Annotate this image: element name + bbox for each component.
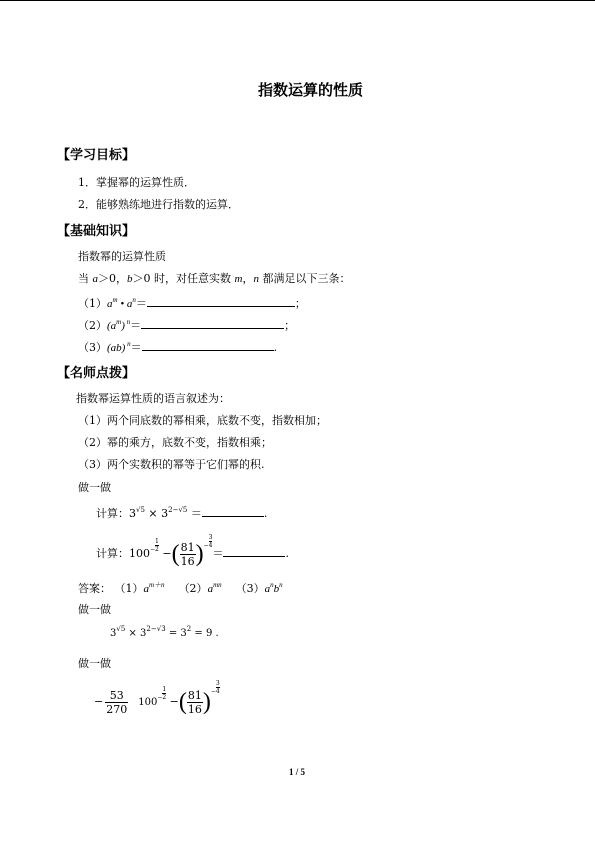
- rule-1-blank[interactable]: [147, 295, 295, 307]
- practice-label-1: 做一做: [78, 481, 111, 494]
- tips-intro: 指数幂运算性质的语言叙述为：: [76, 392, 230, 405]
- calc-1-blank[interactable]: [202, 505, 264, 517]
- solution-1: $3^{√5} \times 3^{2-√3} = 3^2 = 9$ .: [110, 625, 219, 639]
- page-number: 1 / 5: [289, 767, 306, 777]
- tips-item-1: （1）两个同底数的幂相乘，底数不变，指数相加；: [78, 414, 327, 427]
- practice-label-2: 做一做: [78, 603, 111, 616]
- rule-2-blank[interactable]: [141, 317, 284, 329]
- section-goals-heading: 【学习目标】: [57, 148, 136, 163]
- calc-2-blank[interactable]: [223, 545, 285, 557]
- goal-item-2: 2．能够熟练地进行指数的运算．: [78, 198, 239, 211]
- top-border: [0, 0, 595, 1]
- rule-3-blank[interactable]: [142, 339, 274, 351]
- calc-2: 计算：100 − $\frac{1}{2}$ −( $\frac{81}{16}$ ) − $\frac{3}{4}$ ＝ .: [96, 534, 289, 568]
- rule-3: （3）(ab) $^n$＝ .: [78, 340, 278, 354]
- solution-2: − $\frac{53}{270}$ 100 − $\frac{1}{2}$ −( $\frac{81}{16}$ ) − $\frac{3}{4}$: [94, 680, 220, 716]
- goal-item-1: 1．掌握幂的运算性质．: [78, 176, 195, 189]
- basics-condition: 当 a＞0，b＞0 时，对任意实数 m，n 都满足以下三条：: [78, 272, 351, 285]
- practice-label-3: 做一做: [78, 657, 111, 670]
- calc-1: 计算：$3^{√5} \times 3^{2-√5}$ ＝ .: [96, 506, 268, 520]
- answers-line: 答案： $(1)a^{m+n}$ $(2)a^{mn}$ $(3)a^nb^n$: [78, 581, 283, 595]
- tips-item-3: （3）两个实数积的幂等于它们幂的积.: [78, 458, 265, 471]
- basics-heading: 指数幂的运算性质: [78, 250, 166, 263]
- rule-1: $(1)a^m$ • $a^n=$ ；: [78, 296, 306, 310]
- section-tips-heading: 【名师点拨】: [57, 366, 136, 381]
- page-title: 指数运算的性质: [258, 81, 364, 99]
- section-basics-heading: 【基础知识】: [57, 224, 136, 239]
- rule-2: $(2)(a^m)$ $^n$＝ ；: [78, 318, 296, 332]
- tips-item-2: （2）幂的乘方，底数不变，指数相乘；: [78, 436, 272, 449]
